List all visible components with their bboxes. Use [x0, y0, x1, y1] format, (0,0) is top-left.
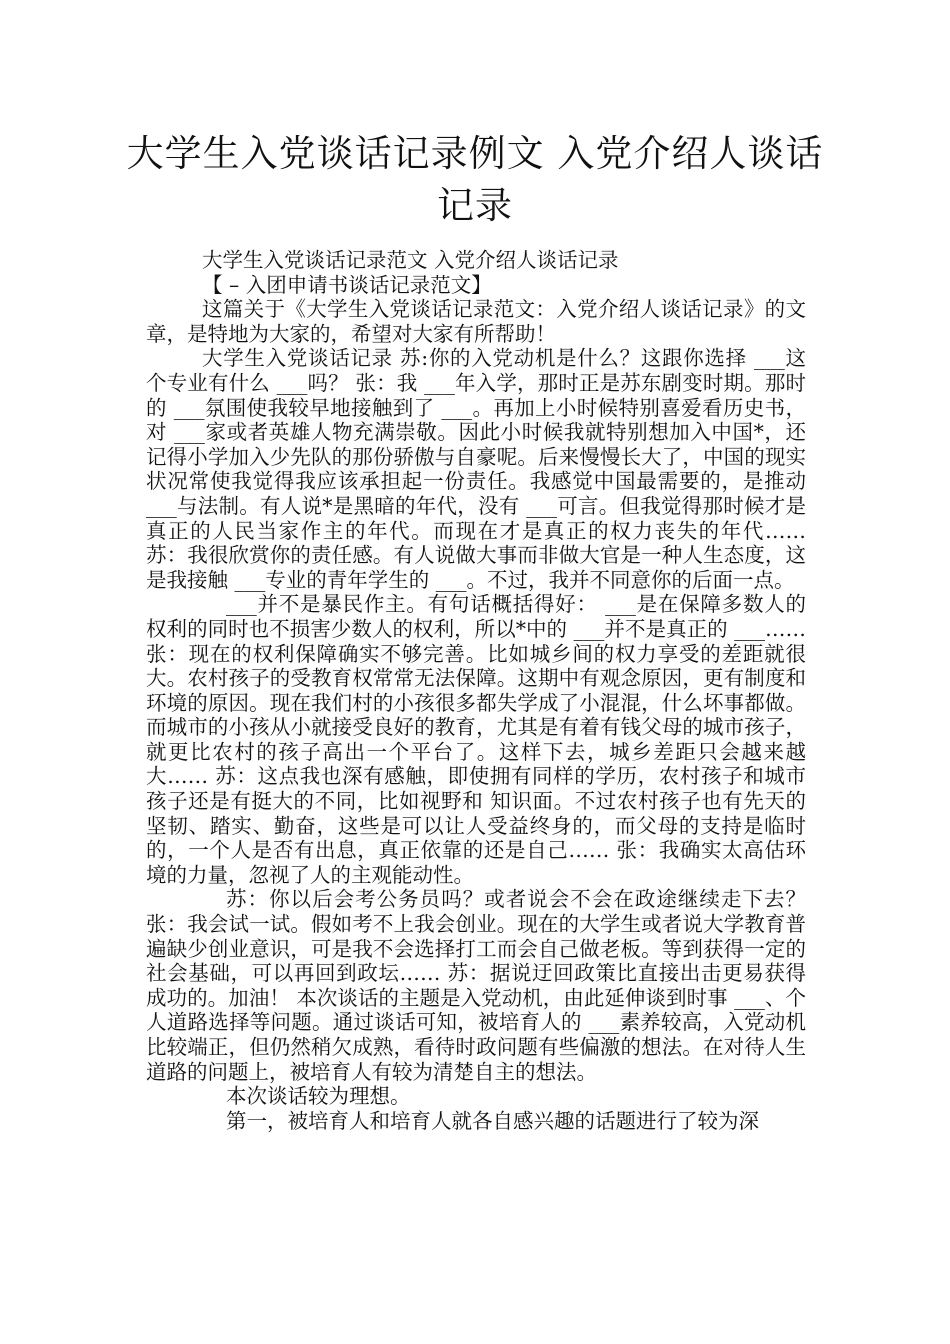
- body-paragraph: ___并不是暴民作主。有句话概括得好： ___是在保障多数人的权利的同时也不损害少数人的权利，所以*中的 ___并不是真正的 ___…… 张：现在的权利保障确实不够完善。比如城乡间的权力享受的差距就很大。农村孩子的受教育权常常无法保障。这期中有观念原因，更有制度和环境的原因。现在我们村的小孩很多都失学成了小混混，什么坏事都做。而城市的小孩从小就接受良好的教育，尤其是有着有钱父母的城市孩子，就更比农村的孩子高出一个平台了。这样下去，城乡差距只会越来越大…… 苏：这点我也深有感触，即使拥有同样的学历，农村孩子和城市孩子还是有挺大的不同，比如视野和 知识面。不过农村孩子也有先天的坚韧、踏实、勤奋，这些是可以让人受益终身的，而父母的支持是临时的，一个人是否有出息，真正依靠的还是自己…… 张：我确实太高估环境的力量，忽视了人的主观能动性。: [146, 592, 806, 887]
- body-paragraph: 大学生入党谈话记录 苏:你的入党动机是什么？这跟你选择 ___这个专业有什么 ___吗？ 张：我 ___年入学，那时正是苏东剧变时期。那时的 ___氛围使我较早地接触到了 ___。再加上小时候特别喜爱看历史书，对 ___家或者英雄人物充满崇敬。因此小时候我就特别想加入中国*，还记得小学加入少先队的那份骄傲与自豪呢。后来慢慢长大了，中国的现实状况常使我觉得我应该承担起一份责任。我感觉中国最需要的，是推动 ___与法制。有人说*是黑暗的年代，没有 ___可言。但我觉得那时候才是真正的人民当家作主的年代。而现在才是真正的权力丧失的年代…… 苏：我很欣赏你的责任感。有人说做大事而非做大官是一种人生态度，这是我接触 ___专业的青年学生的 ___。不过，我并不同意你的后面一点。: [146, 346, 806, 592]
- document-body: [146, 248, 806, 1133]
- document-title: 大学生入党谈话记录例文 入党介绍人谈话记录: [126, 132, 824, 227]
- source-line: 【 – 入团申请书谈话记录范文】: [202, 272, 492, 297]
- subtitle-line: 大学生入党谈话记录范文 入党介绍人谈话记录: [202, 248, 619, 272]
- intro-paragraph: 这篇关于《大学生入党谈话记录范文：入党介绍人谈话记录》的文章，是特地为大家的，希望对大家有所帮助！: [146, 297, 806, 346]
- body-paragraph: 苏：你以后会考公务员吗？或者说会不会在政途继续走下去？ 张：我会试一试。假如考不上我会创业。现在的大学生或者说大学教育普遍缺少创业意识，可是我不会选择打工而会自己做老板。等到获得一定的社会基础，可以再回到政坛…… 苏：据说迂回政策比直接出击更易获得成功的。加油！ 本次谈话的主题是入党动机，由此延伸谈到时事 ___、个人道路选择等问题。通过谈话可知，被培育人的 ___素养较高，入党动机比较端正，但仍然稍欠成熟，看待时政问题有些偏激的想法。在对待人生道路的问题上，被培育人有较为清楚自主的想法。: [146, 887, 806, 1084]
- body-paragraph: 第一，被培育人和培育人就各自感兴趣的话题进行了较为深: [226, 1108, 759, 1133]
- body-paragraph: 本次谈话较为理想。: [226, 1084, 411, 1109]
